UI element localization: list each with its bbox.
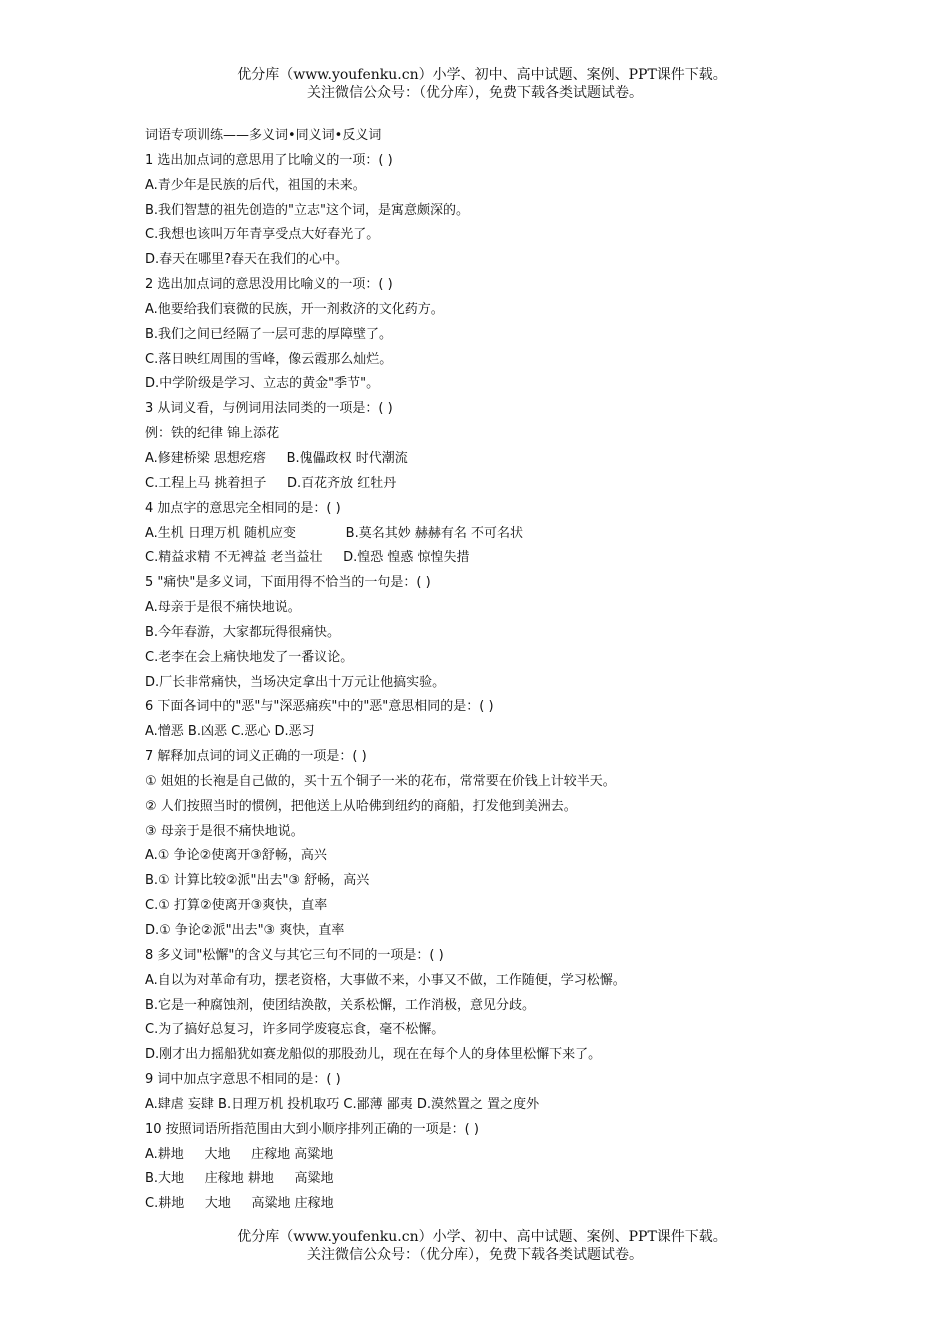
option-line: A.他要给我们衰微的民族，开一剂救济的文化药方。 (145, 301, 444, 317)
option-line: A.肆虐 妄肆 B.日理万机 投机取巧 C.鄙薄 鄙夷 D.漠然置之 置之度外 (145, 1096, 540, 1112)
option-line: D.刚才出力摇船犹如赛龙船似的那股劲儿，现在在每个人的身体里松懈下来了。 (145, 1047, 602, 1063)
page-header (0, 66, 950, 102)
option-line: A.① 争论②使离开③舒畅，高兴 (145, 848, 327, 864)
option-line: A.耕地 大地 庄稼地 高粱地 (145, 1146, 334, 1162)
sentence-line: ① 姐姐的长袍是自己做的，买十五个铜子一米的花布，常常要在价钱上计较半天。 (145, 773, 616, 789)
option-line: C.为了搞好总复习，许多同学废寝忘食，毫不松懈。 (145, 1022, 445, 1038)
option-line: B.我们之间已经隔了一层可悲的厚障壁了。 (145, 326, 393, 342)
option-line: B.我们智慧的祖先创造的"立志"这个词，是寓意颇深的。 (145, 202, 470, 218)
page-footer (0, 1228, 950, 1264)
option-line: B.① 计算比较②派"出去"③ 舒畅，高兴 (145, 873, 370, 889)
option-line: B.今年春游，大家都玩得很痛快。 (145, 624, 341, 640)
question-9: 9 词中加点字意思不相同的是：( ) (145, 1072, 341, 1088)
question-10: 10 按照词语所指范围由大到小顺序排列正确的一项是：( ) (145, 1121, 479, 1137)
option-line: D.春天在哪里?春天在我们的心中。 (145, 252, 349, 268)
question-4: 4 加点字的意思完全相同的是：( ) (145, 500, 341, 516)
option-line: C.① 打算②使离开③爽快，直率 (145, 898, 328, 914)
option-line: A.自以为对革命有功，摆老资格，大事做不来，小事又不做，工作随便，学习松懈。 (145, 972, 626, 988)
footer-line-2: 关注微信公众号：（优分库），免费下载各类试题试卷。 (307, 1247, 643, 1263)
option-line: A.青少年是民族的后代，祖国的未来。 (145, 177, 366, 193)
question-2: 2 选出加点词的意思没用比喻义的一项：( ) (145, 277, 393, 293)
document-body (145, 124, 845, 1217)
example-line: 例：铁的纪律 锦上添花 (145, 426, 280, 442)
question-1: 1 选出加点词的意思用了比喻义的一项：( ) (145, 152, 393, 168)
question-3: 3 从词义看，与例词用法同类的一项是：( ) (145, 401, 393, 417)
footer-line-1: 优分库（www.youfenku.cn）小学、初中、高中试题、案例、PPT课件下载。 (237, 1229, 727, 1245)
sentence-line: ③ 母亲于是很不痛快地说。 (145, 823, 304, 839)
option-line: D.① 争论②派"出去"③ 爽快，直率 (145, 923, 345, 938)
question-6: 6 下面各词中的"恶"与"深恶痛疾"中的"恶"意思相同的是：( ) (145, 699, 494, 715)
option-line: C.我想也该叫万年青享受点大好春光了。 (145, 227, 380, 243)
option-line: C.落日映红周围的雪峰，像云霞那么灿烂。 (145, 351, 393, 367)
sentence-line: ② 人们按照当时的惯例，把他送上从哈佛到纽约的商船，打发他到美洲去。 (145, 798, 577, 814)
option-line: B.它是一种腐蚀剂，使团结涣散，关系松懈，工作消极，意见分歧。 (145, 997, 536, 1013)
question-7: 7 解释加点词的词义正确的一项是：( ) (145, 749, 367, 765)
option-line: C.工程上马 挑着担子 D.百花齐放 红牡丹 (145, 475, 397, 491)
option-line: C.耕地 大地 高粱地 庄稼地 (145, 1196, 334, 1212)
option-line: C.老李在会上痛快地发了一番议论。 (145, 649, 354, 665)
option-line: D.厂长非常痛快，当场决定拿出十万元让他搞实验。 (145, 674, 446, 690)
header-line-2: 关注微信公众号：（优分库），免费下载各类试题试卷。 (307, 85, 643, 101)
option-line: A.生机 日理万机 随机应变 B.莫名其妙 赫赫有名 不可名状 (145, 525, 523, 541)
option-line: D.中学阶级是学习、立志的黄金"季节"。 (145, 376, 380, 392)
option-line: C.精益求精 不无裨益 老当益壮 D.惶恐 惶惑 惊惶失措 (145, 550, 470, 566)
option-line: A.修建桥梁 思想疙瘩 B.傀儡政权 时代潮流 (145, 450, 408, 466)
question-8: 8 多义词"松懈"的含义与其它三句不同的一项是：( ) (145, 947, 444, 963)
option-line: A.母亲于是很不痛快地说。 (145, 600, 301, 616)
option-line: A.憎恶 B.凶恶 C.恶心 D.恶习 (145, 724, 315, 740)
option-line: B.大地 庄稼地 耕地 高粱地 (145, 1171, 334, 1187)
question-5: 5 "痛快"是多义词，下面用得不恰当的一句是：( ) (145, 575, 431, 591)
header-line-1: 优分库（www.youfenku.cn）小学、初中、高中试题、案例、PPT课件下载。 (237, 67, 727, 83)
document-title: 词语专项训练——多义词•同义词•反义词 (145, 128, 382, 143)
